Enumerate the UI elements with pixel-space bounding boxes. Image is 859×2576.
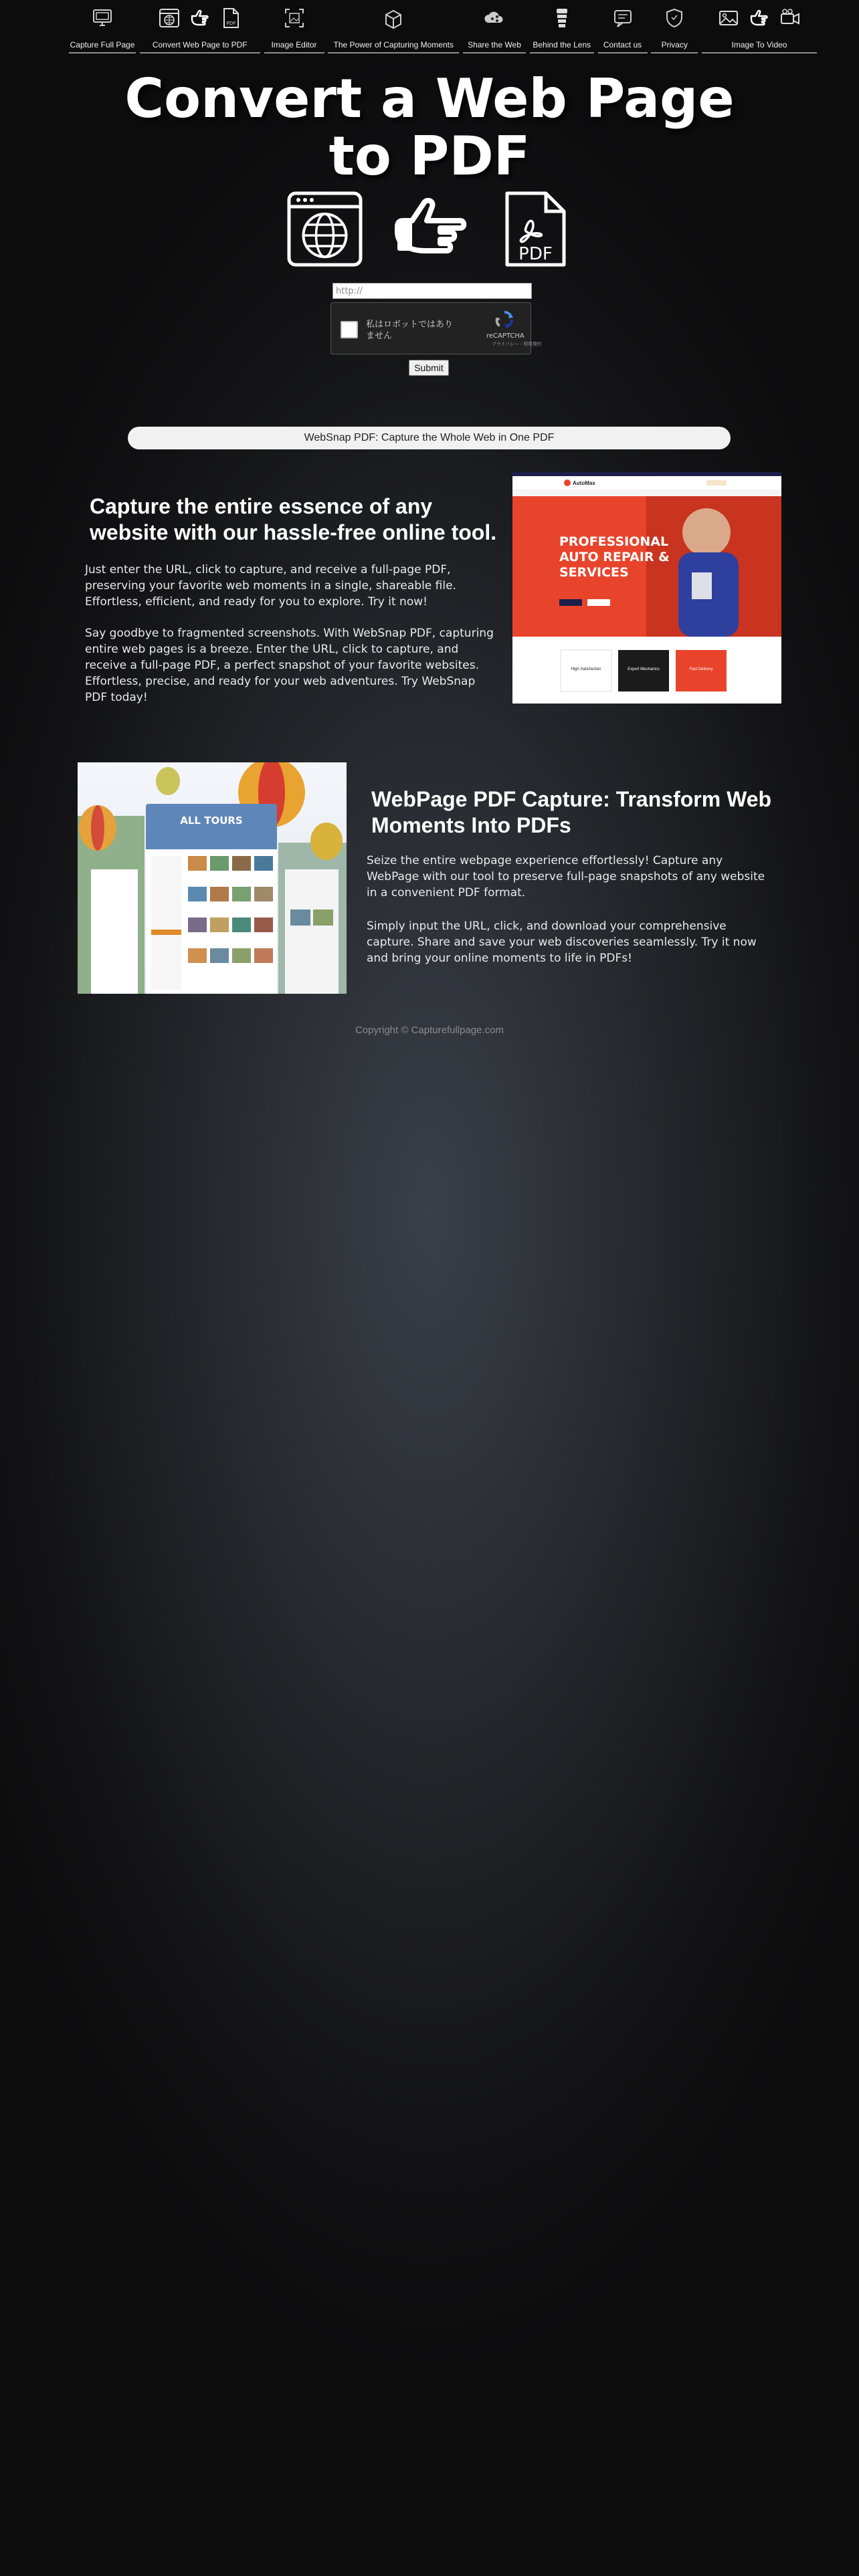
- monitor-icon: [91, 7, 114, 29]
- section2-paragraph-2: Simply input the URL, click, and download your comprehensive capture. Share and save your web discoveries seamlessly. Try it now and bring your online moments to life in PDFs!: [367, 920, 757, 965]
- hero-icons: [286, 191, 574, 267]
- nav-item-convert-web-page-to-pdf[interactable]: [140, 0, 260, 53]
- nav-item-capture-full-page[interactable]: [69, 0, 136, 53]
- recaptcha-links[interactable]: プライバシー - 利用規約: [492, 341, 542, 347]
- pointing-hand-icon: [748, 7, 771, 29]
- nav-label: Convert Web Page to PDF: [152, 40, 248, 49]
- nav-label: Capture Full Page: [70, 40, 135, 49]
- nav-label: Privacy: [661, 40, 688, 49]
- nav-icons: [611, 4, 634, 32]
- nav-item-image-editor[interactable]: [264, 0, 324, 53]
- nav-item-power-of-capturing-moments[interactable]: [328, 0, 459, 53]
- pdf-icon: [219, 7, 242, 29]
- recaptcha-widget: [330, 302, 542, 354]
- nav-item-contact-us[interactable]: [598, 0, 648, 53]
- auto-headline-1: PROFESSIONAL: [559, 534, 669, 549]
- nav-icons: [663, 4, 686, 32]
- tours-screenshot: [78, 762, 347, 994]
- image-focus-icon: [283, 7, 306, 29]
- auto-repair-image: [512, 472, 781, 704]
- pdf-icon: [497, 191, 574, 267]
- shield-icon: [663, 7, 686, 29]
- recaptcha-brand: reCAPTCHA: [486, 332, 524, 340]
- submit-button[interactable]: Submit: [409, 360, 449, 376]
- nav-label: Image To Video: [731, 40, 787, 49]
- banner: WebSnap PDF: Capture the Whole Web in One PDF: [128, 427, 731, 449]
- globe-icon: [286, 191, 363, 267]
- nav-label: Share the Web: [468, 40, 521, 49]
- nav-icons: [483, 4, 506, 32]
- url-input[interactable]: [332, 283, 532, 299]
- auto-feature-1: High Satisfaction: [571, 667, 601, 671]
- section1-paragraph-1: Just enter the URL, click to capture, and receive a full-page PDF, preserving your favorite web moments in a single, shareable file. Effortless, efficient, and ready for you to explore. Try it now!: [85, 563, 456, 609]
- tours-image: [78, 762, 347, 994]
- recaptcha-label: 私はロボットではありません: [366, 320, 454, 341]
- footer-copyright: Copyright © Capturefullpage.com: [355, 1025, 504, 1036]
- cloud-share-icon: [483, 7, 506, 29]
- recaptcha-checkbox[interactable]: [341, 321, 358, 338]
- pointing-hand-icon: [392, 191, 469, 267]
- open-box-icon: [382, 7, 405, 29]
- auto-brand: AutoMax: [573, 480, 595, 486]
- nav-icons: [382, 4, 405, 32]
- video-camera-icon: [779, 7, 801, 29]
- auto-headline-3: SERVICES: [559, 565, 629, 580]
- nav-icons: [717, 4, 801, 32]
- nav-item-share-the-web[interactable]: [463, 0, 526, 53]
- nav-label: Contact us: [603, 40, 642, 49]
- recaptcha-icon: [494, 310, 514, 330]
- image-icon: [717, 7, 740, 29]
- lens-icon: [551, 7, 573, 29]
- nav-label: The Power of Capturing Moments: [333, 40, 454, 49]
- nav-item-privacy[interactable]: [651, 0, 698, 53]
- nav-icons: [283, 4, 306, 32]
- section2-paragraph-1: Seize the entire webpage experience effortlessly! Capture any WebPage with our tool to preserve full-page snapshots of any website in a convenient PDF format.: [367, 854, 765, 899]
- auto-feature-2: Expert Mechanics: [628, 667, 660, 671]
- recaptcha-logo: [486, 310, 542, 348]
- section1-paragraph-2: Say goodbye to fragmented screenshots. With WebSnap PDF, capturing entire web pages is a breeze. Enter the URL, click to capture, and receive a full-page PDF, a perfect snapshot of your favorite websites. Effortless, precise, and ready for your web adventures. Try WebSnap PDF today!: [85, 627, 494, 704]
- page-title: Convert a Web Page to PDF: [124, 68, 735, 187]
- auto-repair-screenshot: [512, 472, 781, 704]
- message-icon: [611, 7, 634, 29]
- nav-icons: [551, 4, 573, 32]
- pointing-hand-icon: [189, 7, 211, 29]
- nav-label: Behind the Lens: [533, 40, 591, 49]
- globe-icon: [158, 7, 181, 29]
- auto-headline-2: AUTO REPAIR &: [559, 550, 670, 564]
- nav-label: Image Editor: [271, 40, 317, 49]
- svg-text:PDF: PDF: [226, 21, 236, 26]
- tours-title: ALL TOURS: [180, 815, 243, 827]
- pdf-icon-label: PDF: [518, 244, 553, 264]
- top-nav: [69, 0, 817, 55]
- section1-heading: Capture the entire essence of any website with our hassle-free online tool.: [90, 494, 497, 544]
- nav-item-image-to-video[interactable]: [702, 0, 817, 53]
- nav-item-behind-the-lens[interactable]: [530, 0, 594, 53]
- section2-heading: WebPage PDF Capture: Transform Web Moments Into PDFs: [371, 787, 772, 837]
- nav-icons: [91, 4, 114, 32]
- auto-feature-3: Fast Delivery: [689, 667, 713, 671]
- nav-icons: [158, 4, 242, 32]
